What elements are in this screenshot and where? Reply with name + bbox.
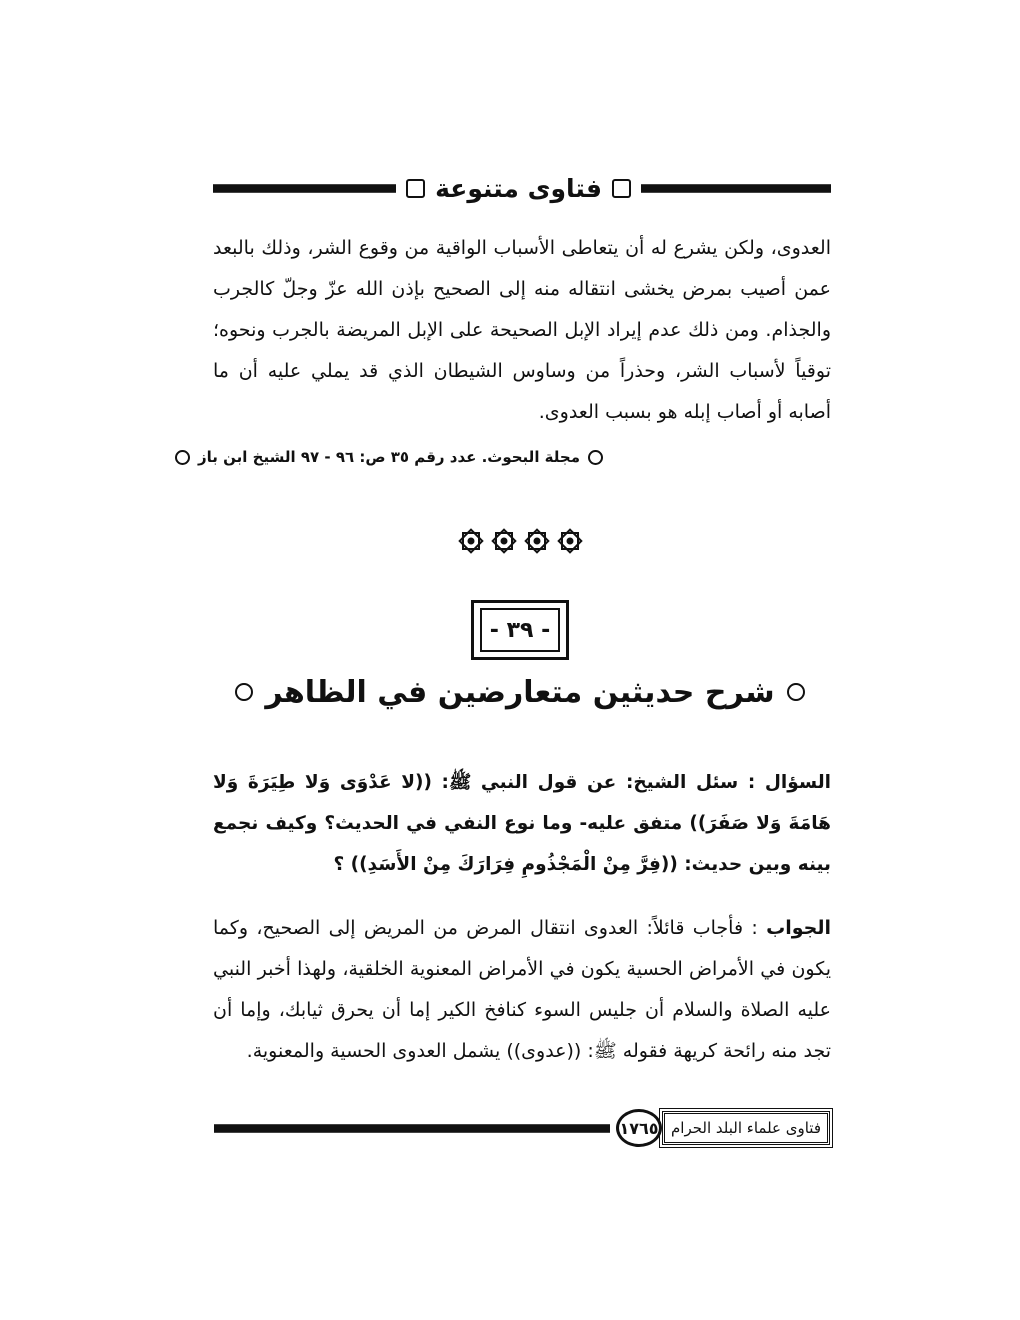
question-paragraph bbox=[213, 762, 831, 885]
square-bullet-icon bbox=[612, 179, 631, 198]
circle-bullet-icon bbox=[235, 683, 253, 701]
answer-label: الجواب bbox=[766, 917, 831, 939]
question-text: : سئل الشيخ: عن قول النبي ﷺ: ((لا عَدْوَى وَلا طِيَرَةَ وَلا هَامَةَ وَلا صَفَرَ)) متفق عليه- وما نوع النفي في الحديث؟ وكيف نجمع بينه وبين حديث: ((فِرَّ مِنْ الْمَجْذُومِ فِرَارَكَ مِنْ الأَسَدِ)) ؟ bbox=[213, 772, 831, 875]
running-header bbox=[213, 170, 831, 206]
source-text: مجلة البحوث. عدد رقم ٣٥ ص: ٩٦ - ٩٧ الشيخ ابن باز bbox=[198, 448, 580, 466]
source-citation bbox=[198, 448, 603, 466]
fatwa-number: - ٣٩ - bbox=[480, 608, 560, 652]
page-footer bbox=[208, 1104, 830, 1152]
answer-text: : فأجاب قائلاً: العدوى انتقال المرض من المريض إلى الصحيح، وكما يكون في الأمراض الحسية يكون في الأمراض المعنوية الخلقية، ولهذا أخبر النبي عليه الصلاة والسلام أن جليس السوء كنافخ الكير إما أن يحرق ثيابك، وإما أن تجد منه رائحة كريهة فقوله ﷺ: ((عدوى)) يشمل العدوى الحسية والمعنوية. bbox=[213, 917, 831, 1062]
header-title: فتاوى متنوعة bbox=[435, 173, 602, 203]
circle-bullet-icon bbox=[787, 683, 805, 701]
page-number: ١٧٦٥ bbox=[616, 1109, 662, 1147]
answer-paragraph bbox=[213, 908, 831, 1072]
header-rule-left bbox=[213, 184, 396, 193]
fatwa-title-row bbox=[265, 668, 775, 716]
section-divider-ornaments bbox=[455, 526, 585, 564]
star-ornament-icon bbox=[555, 526, 585, 556]
question-label: السؤال bbox=[764, 772, 831, 793]
circle-bullet-icon bbox=[175, 450, 190, 465]
book-title: فتاوى علماء البلد الحرام bbox=[662, 1111, 830, 1145]
footer-rule bbox=[214, 1124, 610, 1133]
fatwa-number-box bbox=[471, 600, 569, 660]
star-ornament-icon bbox=[522, 526, 552, 556]
star-ornament-icon bbox=[489, 526, 519, 556]
header-rule-right bbox=[641, 184, 831, 193]
square-bullet-icon bbox=[406, 179, 425, 198]
header-title-group bbox=[406, 174, 631, 203]
fatwa-title: شرح حديثين متعارضين في الظاهر bbox=[265, 674, 775, 710]
intro-paragraph: العدوى، ولكن يشرع له أن يتعاطى الأسباب الواقية من وقوع الشر، وذلك بالبعد عمن أصيب بمرض يخشى انتقاله منه إلى الصحيح بإذن الله عزّ وجلّ كالجرب والجذام. ومن ذلك عدم إيراد الإبل الصحيحة على الإبل المريضة بالجرب ونحوه؛ توقياً لأسباب الشر، وحذراً من وساوس الشيطان الذي قد يملي عليه أن ما أصابه أو أصاب إبله هو بسبب العدوى. bbox=[213, 237, 831, 423]
star-ornament-icon bbox=[456, 526, 486, 556]
circle-bullet-icon bbox=[588, 450, 603, 465]
